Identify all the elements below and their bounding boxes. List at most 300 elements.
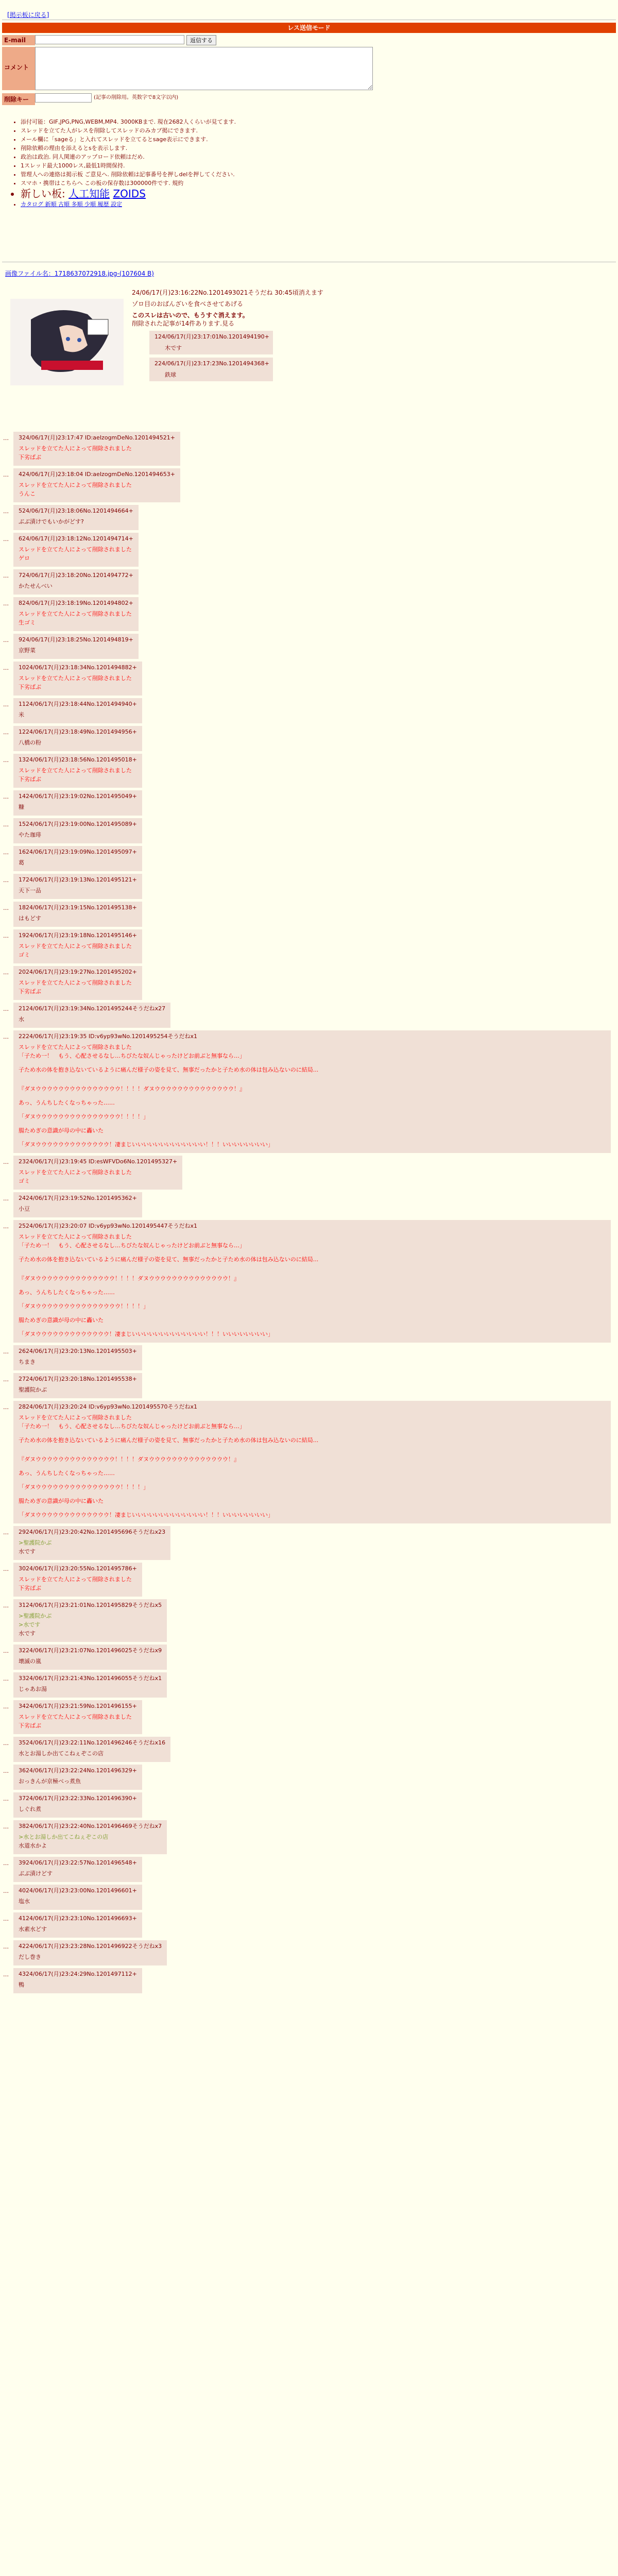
reply-body [19,1043,606,1149]
reply-body [19,1413,606,1519]
reply [3,432,611,466]
catalog-link[interactable]: カタログ 新順 古順 多順 少順 履歴 設定 [21,201,122,208]
reply-gutter: … [3,1033,9,1040]
reply-line [19,1492,606,1497]
reply-meta[interactable]: 3224/06/17(月)23:21:07No.1201496025そうだねx9 [19,1647,162,1654]
reply-meta[interactable]: 3824/06/17(月)23:22:40No.1201496469そうだねx7 [19,1823,162,1829]
reply-line [19,1074,606,1079]
reply-body [19,1685,162,1693]
reply [3,1672,611,1698]
reply-meta[interactable]: 4124/06/17(月)23:23:10No.1201496693+ [19,1915,137,1922]
reply-meta[interactable]: 1924/06/17(月)23:19:18No.1201495146+ [19,932,137,939]
new-board-link-ai[interactable]: 人工知能 [68,188,110,200]
reply-line: 水 [19,1016,24,1023]
reply-line: やた珈琲 [19,832,41,838]
reply-line: 腸ためぎの意識が母の中に轟いた [19,1127,104,1134]
reply-body [19,1897,137,1906]
reply-line: はもどす [19,915,41,922]
reply-box [13,1765,142,1790]
reply-meta[interactable]: 2224/06/17(月)23:19:35 ID:v6yp93wNo.1201495254そうだねx1 [19,1033,198,1040]
reply-body [19,978,137,996]
reply-line: 糠 [19,804,24,810]
reply-line [19,1135,606,1140]
reply-line: 八橋の粉 [19,739,41,746]
reply [3,468,611,502]
reply-meta[interactable]: 2324/06/17(月)23:19:45 ID:esWFVDo6No.1201495327+ [19,1158,178,1165]
reply-box [13,634,139,659]
reply-line [19,1505,606,1511]
reply-gutter: … [3,1006,9,1012]
new-board-link-zoids[interactable]: ZOIDS [113,188,146,200]
reply-gutter: … [3,1703,9,1710]
reply-line: 子ため水の体を抱き込ないているように痛んだ様子の姿を見て、無事だったかと子ため水の体は包み込ないのに結局... [19,1437,319,1444]
reply-body [19,481,175,498]
reply-body [19,1232,606,1338]
reply-line: 水です [19,1548,36,1555]
reply-meta[interactable]: 2124/06/17(月)23:19:34No.1201495244そうだねx27 [19,1005,166,1012]
op-expiry-warning: このスレは古いので、もうすぐ消えます。 [132,312,249,319]
reply-line: ゴミ [19,952,30,958]
reply-line [19,1450,606,1455]
reply-meta[interactable]: 1324/06/17(月)23:18:56No.1201495018+ [19,756,137,763]
reply-gutter: … [3,1943,9,1950]
reply-line: ぶぶ漬けどす [19,1870,53,1877]
reply-line: じゃあお湯 [19,1686,47,1692]
reply-line [19,1297,606,1302]
email-field[interactable] [35,35,184,44]
op-post [5,269,613,278]
reply-line: 下劣ばぶ [19,684,41,690]
reply-line: 生ゴミ [19,619,36,626]
reply-box [13,1345,142,1370]
reply-line: 葛 [19,859,24,866]
reply-meta[interactable]: 1224/06/17(月)23:18:49No.1201494956+ [19,728,137,735]
reply [3,1156,611,1190]
reply-line: 聖護院かぶ [19,1386,47,1393]
reply [3,1563,611,1597]
reply-line: ゲロ [19,555,30,562]
comment-textarea[interactable] [35,47,373,90]
reply-line: 京野菜 [19,647,36,654]
reply [3,1912,611,1938]
reply-meta[interactable]: 3424/06/17(月)23:21:59No.1201496155+ [19,1703,137,1709]
reply-line: 下劣ばぶ [19,1722,41,1729]
reply-gutter: … [3,1376,9,1383]
rule-item: • スマホ・携帯はこちらへ この板の保存数は300000件です. 規約 [21,179,433,188]
reply-body [19,886,137,895]
reply-gutter: … [3,1195,9,1202]
reply-body [19,1205,137,1213]
reply-meta[interactable]: 1024/06/17(月)23:18:34No.1201494882+ [19,664,137,671]
reply-line: 「子ため一！ もう、心配させるなし…ちびたな奴んじゃったけどお前ぶと無事なら…」 [19,1423,245,1430]
reply-gutter: … [3,1675,9,1682]
reply-line: 「ダヌウウウウウウウウウウウウウウウ！！！！」 [19,1113,149,1120]
reply-meta[interactable]: 1824/06/17(月)23:19:15No.1201495138+ [19,904,137,911]
reply-meta[interactable]: 324/06/17(月)23:17:47 ID:aeIzogmDeNo.1201494521+ [19,434,175,441]
reply-box [13,533,139,567]
reply-body [19,1015,165,1024]
reply-box [13,754,142,788]
reply-gutter: … [3,1602,9,1609]
reply-meta[interactable]: 2524/06/17(月)23:20:07 ID:v6yp93wNo.1201495447そうだねx1 [19,1223,198,1229]
reply-text: 木です [165,345,182,351]
reply-box [13,432,180,466]
reply [3,1737,611,1762]
reply-body [19,609,133,627]
reply-meta[interactable]: 224/06/17(月)23:17:23No.1201494368+ [154,360,269,367]
reply-body [19,646,133,655]
reply-line [19,1311,606,1316]
reply [3,1940,611,1965]
reply-gutter: … [3,701,9,708]
reply-box [13,1156,182,1190]
reply-box [13,929,142,963]
reply-line [19,1250,606,1255]
reply-text: 鉄球 [165,371,176,378]
reply-meta[interactable]: 3924/06/17(月)23:22:57No.1201496548+ [19,1859,137,1866]
new-board-prefix: 新しい板: [21,188,65,200]
reply-box [13,1968,142,1993]
reply-line [19,1093,606,1098]
reply-gutter: … [3,1404,9,1411]
reply-gutter: … [3,1768,9,1774]
reply-meta[interactable]: 3024/06/17(月)23:20:55No.1201495786+ [19,1565,137,1572]
reply-meta[interactable]: 2624/06/17(月)23:20:13No.1201495503+ [19,1348,137,1354]
reply-line: ぶぶ漬けでもいかがどす? [19,518,84,525]
reply [3,1885,611,1910]
reply-box [13,846,142,871]
reply-line [19,1060,606,1065]
deleted-notice: スレッドを立てた人によって削除されました [19,546,132,553]
reply-gutter: … [3,1159,9,1165]
reply-line: 「ダヌウウウウウウウウウウウウウ！凄まじいいいいいいいいいいいいい！！！いいいいいいいい」 [19,1331,273,1337]
reply-line: 下劣ばぶ [19,1585,41,1591]
rule-item: • 添付可能：GIF,JPG,PNG,WEBM,MP4. 3000KBまで. 現在2682人くらいが見てます. [21,117,433,126]
reply-body [19,1980,137,1989]
reply-box [13,902,142,927]
delete-key-field[interactable] [35,93,92,103]
reply-box [13,569,139,595]
reply-line: 腸ためぎの意識が母の中に轟いた [19,1317,104,1324]
reply [3,505,611,530]
reply-gutter: … [3,600,9,607]
deleted-notice: スレッドを立てた人によって削除されました [19,1233,132,1240]
reply-body [19,545,133,563]
op-header: 24/06/17(月)23:16:22No.1201493021そうだね 30:45頃消えます [132,289,323,296]
reply-box [13,1030,611,1153]
reply-body [19,1575,137,1592]
reply-line: 小豆 [19,1206,30,1212]
reply-line: 「ダヌウウウウウウウウウウウウウ！凄まじいいいいいいいいいいいいい！！！いいいいいいいい」 [19,1141,273,1148]
reply-line: 『ダヌウウウウウウウウウウウウウウウ！！！！ダヌウウウウウウウウウウウウウウ！』 [19,1086,245,1092]
reply-meta[interactable]: 4324/06/17(月)23:24:29No.1201497112+ [19,1971,137,1977]
submit-reply-button[interactable]: 返信する [186,35,216,45]
quote-line: >聖護院かぶ [19,1613,52,1619]
reply-mode-bar: レス送信モード [2,23,616,33]
reply-line: 『ダヌウウウウウウウウウウウウウウ！！！！ダヌウウウウウウウウウウウウウウ！』 [19,1456,239,1463]
deleted-notice: スレッドを立てた人によって削除されました [19,1714,132,1720]
reply-line: 塩水 [19,1898,30,1905]
reply-body [19,1805,137,1814]
reply-line: 壊滅の嵐 [19,1658,41,1665]
quote-line: >水です [19,1621,41,1628]
reply-body [19,1657,162,1666]
reply [3,790,611,816]
reply-body [19,831,137,839]
reply-meta[interactable]: 2724/06/17(月)23:20:18No.1201495538+ [19,1376,137,1382]
reply [3,846,611,871]
reply-body [19,1538,165,1556]
reply-box [13,662,142,696]
reply-line [19,1107,606,1112]
new-board-item [21,188,433,200]
reply-box [13,1737,170,1762]
back-to-board-link[interactable]: [掲示板に戻る] [7,11,49,19]
reply-meta[interactable]: 2924/06/17(月)23:20:42No.1201495696そうだねx23 [19,1529,166,1535]
reply-box [13,1792,142,1818]
reply-gutter: … [3,1916,9,1922]
deleted-count[interactable]: 削除された記事が14件あります.見る [132,320,235,327]
reply-line: あっ、うんちしたくなっちゃった…… [19,1470,115,1477]
reply [3,1968,611,1993]
reply-line [19,1283,606,1288]
reply-gutter: … [3,821,9,828]
reply-body [19,1713,137,1730]
reply [3,726,611,751]
comment-label: コメント [2,47,35,90]
reply [3,754,611,788]
reply-line: 腸ためぎの意識が母の中に轟いた [19,1498,104,1504]
reply-meta[interactable]: 1124/06/17(月)23:18:44No.1201494940+ [19,701,137,707]
reply-line: 子ため水の体を抱き込ないているように痛んだ様子の姿を見て、無事だったかと子ため水の体は包み込ないのに結局... [19,1066,319,1073]
reply-body [19,710,137,719]
reply-line: ゴミ [19,1178,30,1184]
reply-body [19,1385,137,1394]
reply [3,1765,611,1790]
reply-line [19,1325,606,1330]
reply-box [13,1599,167,1642]
reply-line: 「子ため一！ もう、心配させるなし…ちびたな奴んじゃったけどお前ぶと無事なら…」 [19,1242,245,1249]
catalog-links [21,200,433,209]
reply-meta[interactable]: 1524/06/17(月)23:19:00No.1201495089+ [19,821,137,827]
reply-line [19,1464,606,1469]
reply-gutter: … [3,508,9,515]
inline-reply [149,331,273,354]
reply-box [13,1220,611,1343]
reply-meta[interactable]: 424/06/17(月)23:18:04 ID:aeIzogmDeNo.1201494653+ [19,471,175,478]
reply-gutter: … [3,1795,9,1802]
reply-line: 「ダヌウウウウウウウウウウウウウウウ！！！！」 [19,1484,149,1490]
reply [3,597,611,631]
reply [3,533,611,567]
reply-gutter: … [3,1888,9,1894]
reply [3,818,611,843]
email-label: E-mail [2,35,35,45]
reply-gutter: … [3,536,9,543]
reply [3,1599,611,1642]
reply-line: 水道水かよ [19,1842,47,1849]
reply-gutter: … [3,572,9,579]
deleted-notice: スレッドを立てた人によって削除されました [19,482,132,488]
reply [3,1401,611,1523]
reply-box [13,1401,611,1523]
rule-item: • 削除依頼の理由を添えるとsを表示します. [21,144,433,152]
reply-body [19,1358,137,1366]
reply-line: 水とお湯しか出てこねぇぞこの店 [19,1750,104,1757]
reply-line: かたせんべい [19,583,53,589]
reply [3,874,611,899]
reply-meta[interactable]: 724/06/17(月)23:18:20No.1201494772+ [19,572,133,579]
reply [3,634,611,659]
op-body-line: ゾロ目のおばんざいを食べさせてあげる [132,300,244,308]
reply-box [13,1700,142,1734]
reply [3,698,611,723]
reply-meta[interactable]: 4224/06/17(月)23:23:28No.1201496922そうだねx3 [19,1943,162,1950]
reply [3,1220,611,1343]
reply-gutter: … [3,1529,9,1536]
deleted-notice: スレッドを立てた人によって削除されました [19,1169,132,1176]
reply-box [13,1940,167,1965]
reply-gutter: … [3,933,9,939]
reply-line: 「ダヌウウウウウウウウウウウウウウウ！！！！」 [19,1303,149,1310]
reply-line: 「ダヌウウウウウウウウウウウウウ！凄まじいいいいいいいいいいいいい！！！いいいいいいいい」 [19,1512,273,1518]
reply-gutter: … [3,793,9,800]
reply [3,902,611,927]
reply-meta[interactable]: 3324/06/17(月)23:21:43No.1201496055そうだねx1 [19,1675,162,1682]
deleted-notice: スレッドを立てた人によって削除されました [19,675,132,682]
reply-line [19,1269,606,1274]
rule-item: • スレッドを立てた人がレスを削除してスレッドのみカブ掲にできます. [21,126,433,135]
reply-box [13,1885,142,1910]
reply [3,1192,611,1217]
reply-meta[interactable]: 4024/06/17(月)23:23:00No.1201496601+ [19,1887,137,1894]
reply-line: 水です [19,1630,36,1637]
reply-box [13,1003,170,1028]
reply-box [13,1820,167,1854]
reply-body [19,942,137,959]
reply-meta[interactable]: 3524/06/17(月)23:22:11No.1201496246そうだねx16 [19,1739,166,1746]
deleted-notice: スレッドを立てた人によって削除されました [19,1576,132,1583]
reply [3,1003,611,1028]
reply-line: 米 [19,711,24,718]
quote-line: >水とお湯しか出てこねぇぞこの店 [19,1834,109,1840]
reply-meta[interactable]: 1424/06/17(月)23:19:02No.1201495049+ [19,793,137,800]
reply-gutter: … [3,1971,9,1978]
op-text [132,289,441,383]
reply-box [13,1526,170,1560]
op-file-link[interactable]: 画像ファイル名：1718637072918.jpg-(107604 B) [5,270,154,277]
delete-key-label: 削除キー [2,93,35,105]
reply-line: 天下一品 [19,887,41,894]
reply-box [13,505,139,530]
reply-gutter: … [3,757,9,764]
reply [3,1857,611,1882]
reply-line: 鴨 [19,1981,24,1988]
reply-line [19,1121,606,1126]
deleted-notice: スレッドを立てた人によって削除されました [19,767,132,774]
reply-box [13,726,142,751]
deleted-notice: スレッドを立てた人によって削除されました [19,445,132,452]
reply-gutter: … [3,905,9,911]
reply-box [13,597,139,631]
reply-line: 下劣ばぶ [19,776,41,783]
reply-box [13,1672,167,1698]
reply-body [19,1953,162,1961]
reply-body [19,858,137,867]
deleted-notice: スレッドを立てた人によって削除されました [19,611,132,617]
reply-line: 下劣ばぶ [19,454,41,461]
reply-meta[interactable]: 3724/06/17(月)23:22:33No.1201496390+ [19,1795,137,1802]
board-rules-list [21,117,433,209]
reply-line: あっ、うんちしたくなっちゃった…… [19,1099,115,1106]
rule-item: • 政治は政治. 同人関連のアップロード依頼はだめ. [21,152,433,161]
reply-gutter: … [3,1740,9,1747]
reply [3,1373,611,1398]
inline-reply [149,358,273,381]
reply-meta[interactable]: 124/06/17(月)23:17:01No.1201494190+ [154,333,269,340]
reply [3,662,611,696]
reply-body [19,1925,137,1934]
reply-body [19,1749,165,1758]
reply-box [13,966,142,1000]
reply-gutter: … [3,1648,9,1654]
reply-line [19,1079,606,1084]
reply-box [13,818,142,843]
op-image-thumbnail[interactable] [10,299,124,385]
reply [3,929,611,963]
reply-box [13,1373,142,1398]
reply-meta[interactable]: 1724/06/17(月)23:19:13No.1201495121+ [19,876,137,883]
reply-body [19,803,137,811]
reply-gutter: … [3,849,9,856]
rule-item: • 1スレッド最大1000レス,最低1時間保持. [21,161,433,170]
reply [3,1820,611,1854]
reply-line: おっきんが京極べっ煮魚 [19,1778,81,1785]
reply-body [19,1612,162,1638]
reply-box [13,1912,142,1938]
reply [3,966,611,1000]
reply-body [19,738,137,747]
reply-meta[interactable]: 3624/06/17(月)23:22:24No.1201496329+ [19,1767,137,1774]
reply-meta[interactable]: 624/06/17(月)23:18:12No.1201494714+ [19,535,133,542]
reply-gutter: … [3,1860,9,1867]
reply-box [13,1645,167,1670]
delete-key-note: (記事の削除用。英数字で8文字以内) [94,95,179,100]
reply-meta[interactable]: 1624/06/17(月)23:19:09No.1201495097+ [19,849,137,855]
reply-body [19,766,137,784]
reply-meta[interactable]: 2824/06/17(月)23:20:24 ID:v6yp93wNo.1201495570そうだねx1 [19,1403,198,1410]
reply [3,1792,611,1818]
reply-meta[interactable]: 924/06/17(月)23:18:25No.1201494819+ [19,636,133,643]
reply-line: しぐれ煮 [19,1806,41,1812]
reply-meta[interactable]: 524/06/17(月)23:18:06No.1201494664+ [19,507,133,514]
reply-box [13,874,142,899]
deleted-notice: スレッドを立てた人によって削除されました [19,1044,132,1050]
reply-meta[interactable]: 2424/06/17(月)23:19:52No.1201495362+ [19,1195,137,1201]
reply-meta[interactable]: 2024/06/17(月)23:19:27No.1201495202+ [19,969,137,975]
reply-box [13,790,142,816]
quote-line: >聖護院かぶ [19,1539,52,1546]
reply-line: 水素水どす [19,1926,47,1933]
reply-line: 「子ため一！ もう、心配させるなし…ちびたな奴んじゃったけどお前ぶと無事なら…」 [19,1053,245,1059]
deleted-notice: スレッドを立てた人によって削除されました [19,979,132,986]
reply-body [19,1168,177,1185]
reply-meta[interactable]: 824/06/17(月)23:18:19No.1201494802+ [19,600,133,606]
reply [3,1700,611,1734]
reply [3,569,611,595]
reply [3,1345,611,1370]
reply-meta[interactable]: 3124/06/17(月)23:21:01No.1201495829そうだねx5 [19,1602,162,1608]
